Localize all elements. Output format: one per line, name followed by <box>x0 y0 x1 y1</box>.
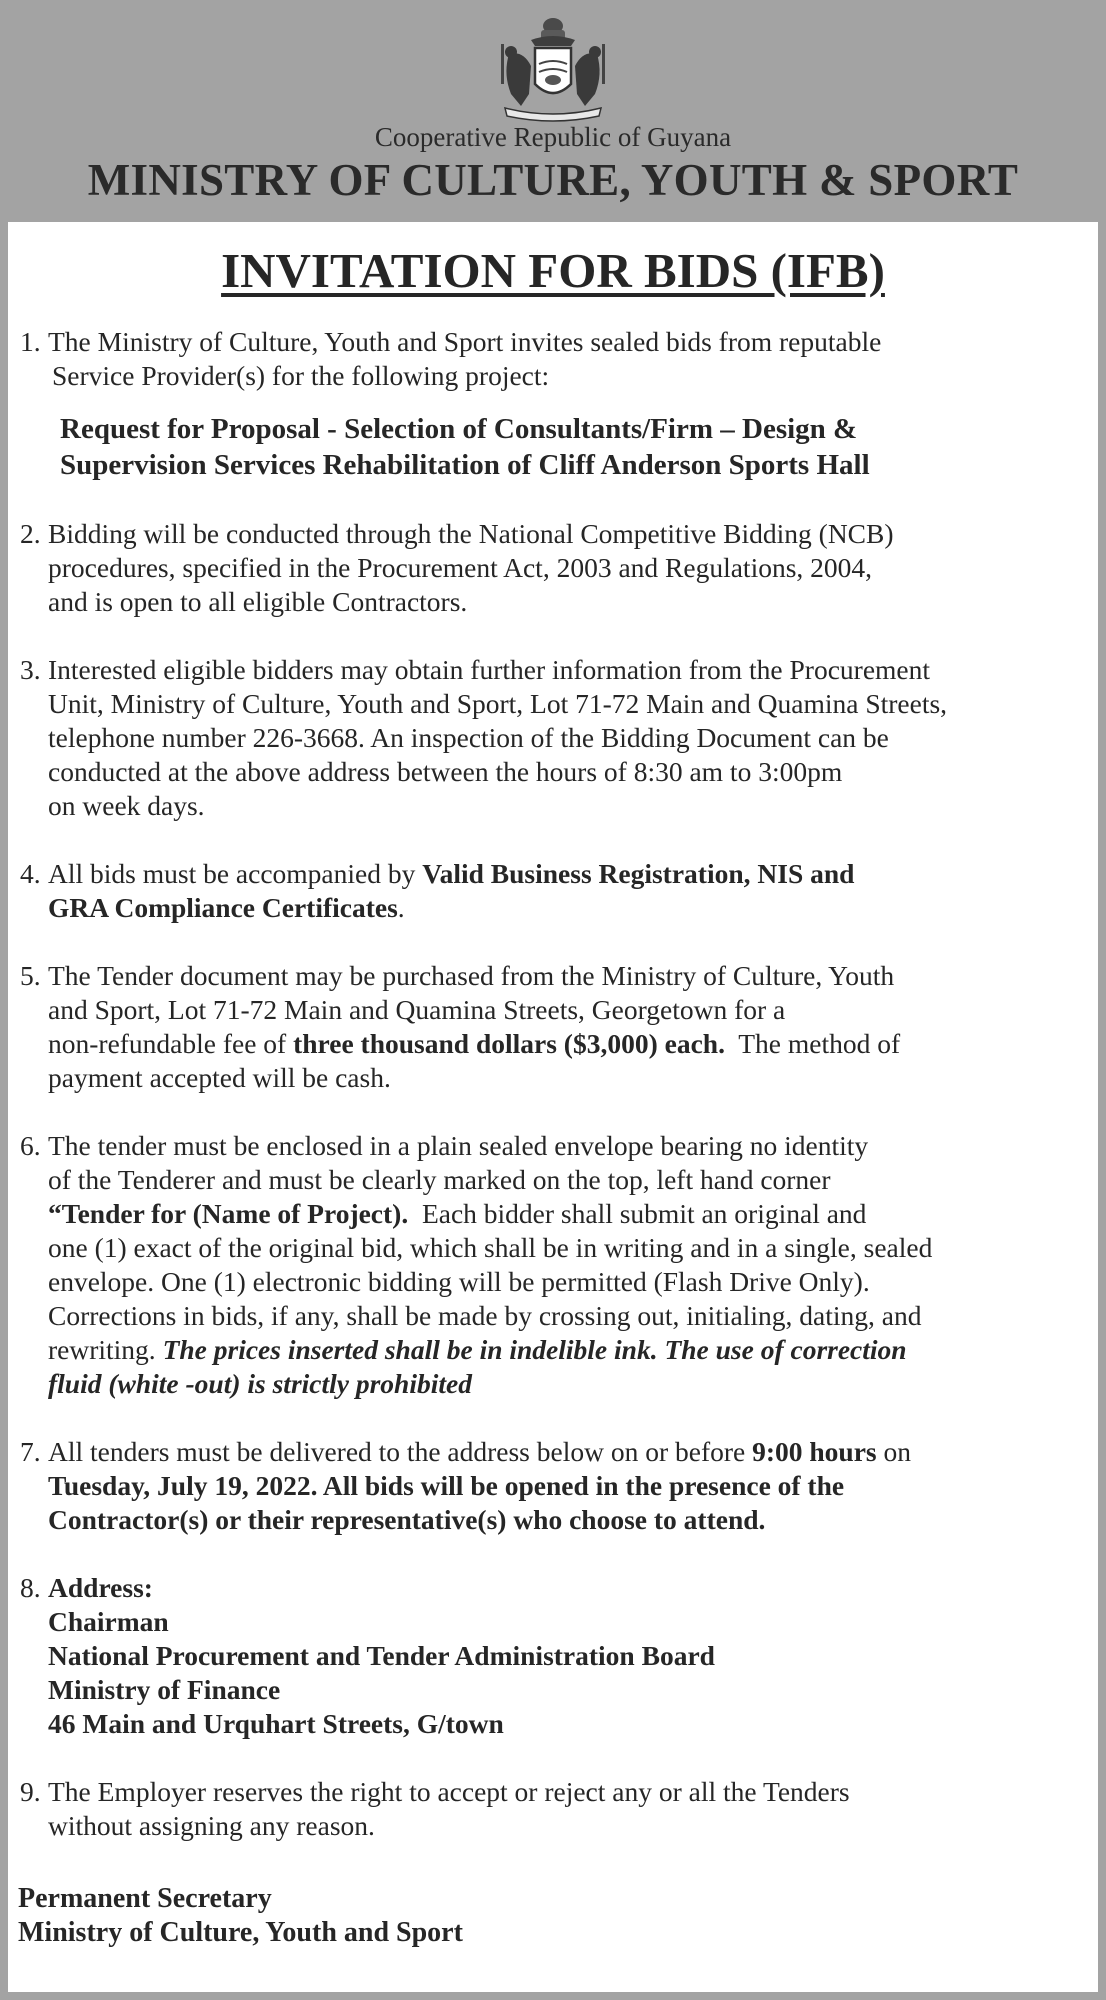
address-line: National Procurement and Tender Administration Board <box>48 1640 715 1671</box>
clause-line: Service Provider(s) for the following project: <box>52 360 550 391</box>
clause-text: on <box>876 1436 912 1467</box>
clause-line <box>48 1027 1093 1061</box>
address-line: Ministry of Finance <box>48 1674 281 1705</box>
clause-line: Unit, Ministry of Culture, Youth and Sport, Lot 71-72 Main and Quamina Streets, <box>48 688 948 719</box>
clause-line: envelope. One (1) electronic bidding will be permitted (Flash Drive Only). <box>48 1266 870 1297</box>
clause-number: 5. <box>20 960 41 991</box>
clause-line <box>48 1367 1093 1401</box>
clause-line: on week days. <box>48 790 205 821</box>
guyana-coat-of-arms-icon <box>491 14 615 122</box>
fee-amount: three thousand dollars ($3,000) each. <box>293 1028 725 1059</box>
clause-text: rewriting. <box>48 1334 163 1365</box>
clause-line <box>48 891 1093 925</box>
clause-line: The tender must be enclosed in a plain sealed envelope bearing no identity <box>48 1130 869 1161</box>
clause-text: The method of <box>724 1028 901 1059</box>
clause-bold-italic-text: fluid (white -out) is strictly prohibited <box>48 1368 472 1399</box>
project-title-line: Supervision Services Rehabilitation of Cliff Anderson Sports Hall <box>60 449 870 481</box>
clause-3 <box>18 653 1093 823</box>
address-line: Chairman <box>48 1606 169 1637</box>
notice-title: INVITATION FOR BIDS (IFB) <box>221 243 885 298</box>
clause-number: 6. <box>20 1130 41 1161</box>
clause-4 <box>18 857 1093 925</box>
clause-number: 7. <box>20 1436 41 1467</box>
clause-line: Contractor(s) or their representative(s) who choose to attend. <box>48 1504 766 1535</box>
clause-line <box>48 1435 1093 1469</box>
signature-block <box>18 1882 1018 1950</box>
clause-line <box>48 1197 1093 1231</box>
clause-text: All bids must be accompanied by <box>48 858 423 889</box>
clause-line: telephone number 226-3668. An inspection of the Bidding Document can be <box>48 722 889 753</box>
project-title-line: Request for Proposal - Selection of Consultants/Firm – Design & <box>60 413 858 445</box>
country-subtitle: Cooperative Republic of Guyana <box>374 122 732 152</box>
clause-line: of the Tenderer and must be clearly marked on the top, left hand corner <box>48 1164 831 1195</box>
clause-bold-text: Valid Business Registration, NIS and <box>422 858 855 889</box>
clause-line: Interested eligible bidders may obtain further information from the Procurement <box>48 654 931 685</box>
clause-line: Corrections in bids, if any, shall be made by crossing out, initialing, dating, and <box>48 1300 922 1331</box>
clause-bold-text: GRA Compliance Certificates <box>48 892 398 923</box>
clause-line: The Ministry of Culture, Youth and Sport invites sealed bids from reputable <box>48 326 882 357</box>
clause-6 <box>18 1129 1093 1401</box>
clause-line: procedures, specified in the Procurement Act, 2003 and Regulations, 2004, <box>48 552 873 583</box>
clause-bold-text: “Tender for (Name of Project). <box>48 1198 409 1229</box>
clause-line: and Sport, Lot 71-72 Main and Quamina Streets, Georgetown for a <box>48 994 786 1025</box>
clause-9 <box>18 1775 1093 1843</box>
clause-5 <box>18 959 1093 1095</box>
signatory-title: Permanent Secretary <box>18 1883 272 1914</box>
clause-line <box>48 1333 1093 1367</box>
clause-text: All tenders must be delivered to the address below on or before <box>48 1436 753 1467</box>
clause-line: The Employer reserves the right to accept or reject any or all the Tenders <box>48 1776 850 1807</box>
deadline-date: Tuesday, July 19, 2022. All bids will be opened in the presence of the <box>48 1470 845 1501</box>
clause-line: and is open to all eligible Contractors. <box>48 586 468 617</box>
clause-number: 3. <box>20 654 41 685</box>
clause-line: one (1) exact of the original bid, which shall be in writing and in a single, sealed <box>48 1232 933 1263</box>
clause-line: conducted at the above address between the hours of 8:30 am to 3:00pm <box>48 756 843 787</box>
clause-text: Each bidder shall submit an original and <box>408 1198 867 1229</box>
clause-text: . <box>397 892 405 923</box>
clause-line: payment accepted will be cash. <box>48 1062 391 1093</box>
clause-number: 8. <box>20 1572 41 1603</box>
clause-number: 2. <box>20 518 41 549</box>
clause-8 <box>18 1571 1093 1741</box>
clause-line: The Tender document may be purchased from the Ministry of Culture, Youth <box>48 960 895 991</box>
notice-panel <box>8 222 1098 1992</box>
clause-text: non-refundable fee of <box>48 1028 294 1059</box>
clause-line: without assigning any reason. <box>48 1810 375 1841</box>
clause-number: 9. <box>20 1776 41 1807</box>
clause-line <box>48 857 1093 891</box>
ministry-name: MINISTRY OF CULTURE, YOUTH & SPORT <box>87 155 1019 205</box>
clause-1 <box>18 325 1093 393</box>
project-title <box>60 411 1093 483</box>
deadline-time: 9:00 hours <box>752 1436 877 1467</box>
header-banner <box>0 0 1106 220</box>
signatory-ministry: Ministry of Culture, Youth and Sport <box>18 1917 463 1948</box>
clause-number: 4. <box>20 858 41 889</box>
address-line: 46 Main and Urquhart Streets, G/town <box>48 1708 504 1739</box>
notice-body <box>18 325 1093 1877</box>
clause-7 <box>18 1435 1093 1537</box>
clause-2 <box>18 517 1093 619</box>
clause-number: 1. <box>20 326 41 357</box>
address-label: Address: <box>48 1572 153 1603</box>
clause-line: Bidding will be conducted through the National Competitive Bidding (NCB) <box>48 518 894 549</box>
clause-bold-italic-text: The prices inserted shall be in indelible ink. The use of correction <box>162 1334 907 1365</box>
